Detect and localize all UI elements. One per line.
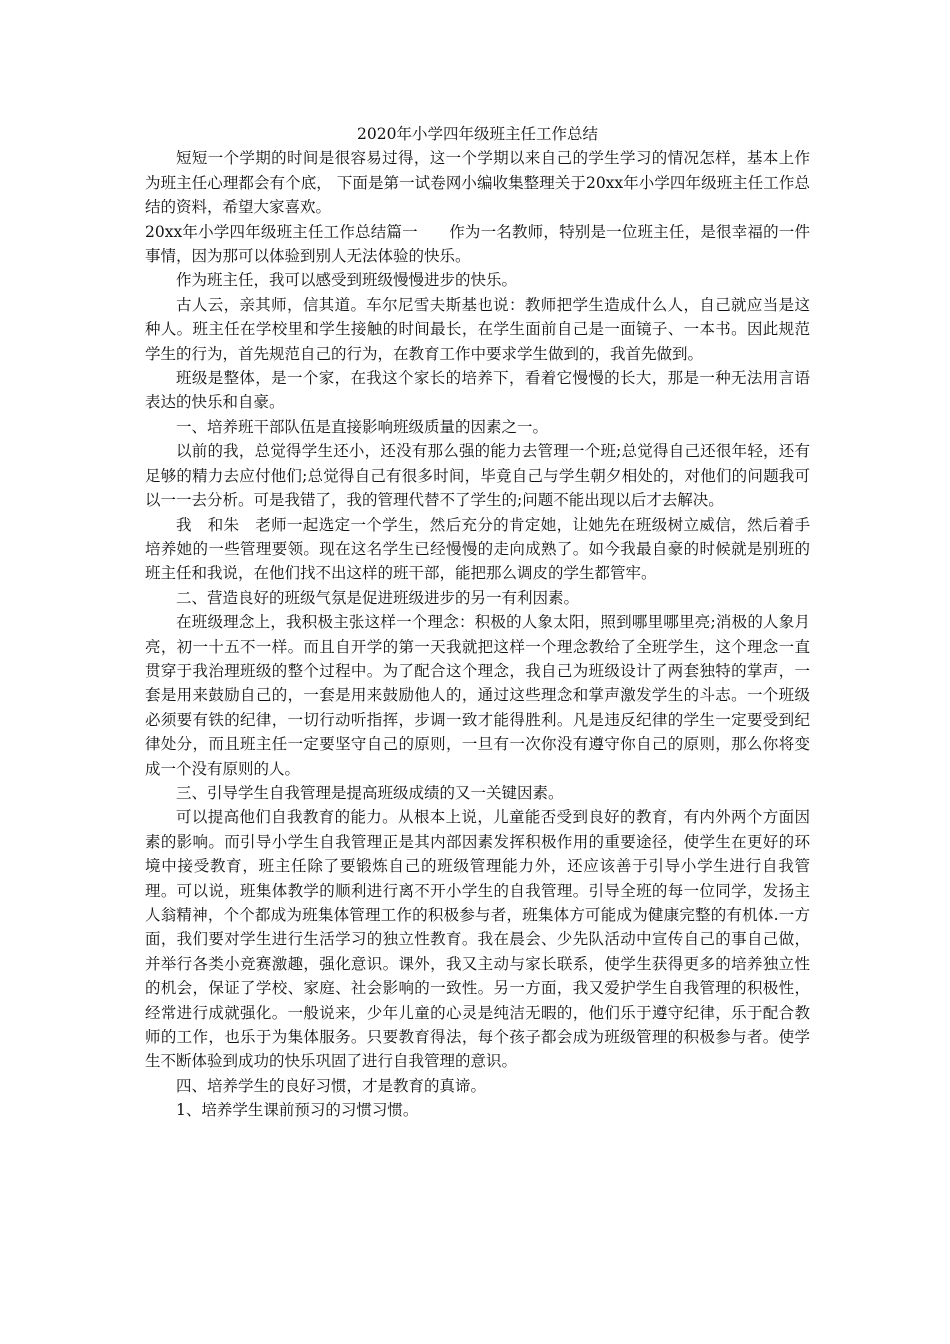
paragraph: 古人云，亲其师，信其道。车尔尼雪夫斯基也说：教师把学生造成什么人，自己就应当是这种人。班主任在学校里和学生接触的时间最长，在学生面前自己是一面镜子、一本书。因此规范学生的行为，首先规范自己的行为，在教育工作中要求学生做到的，我首先做到。 [145,295,810,363]
document-title: 2020年小学四年级班主任工作总结 [357,125,598,143]
section-heading: 二、营造良好的班级气氛是促进班级进步的另一有利因素。 [176,588,580,607]
paragraph: 以前的我，总觉得学生还小，还没有那么强的能力去管理一个班;总觉得自己还很年轻，还有足够的精力去应付他们;总觉得自己有很多时间，毕竟自己与学生朝夕相处的，对他们的问题我可以一一去分析。可是我错了，我的管理代替不了学生的;问题不能出现以后才去解决。 [145,442,810,510]
paragraph: 20xx年小学四年级班主任工作总结篇一 作为一名教师，特别是一位班主任，是很幸福的一件事情，因为那可以体验到别人无法体验的快乐。 [145,222,810,266]
paragraph: 班级是整体，是一个家，在我这个家长的培养下，看着它慢慢的长大，那是一种无法用言语表达的快乐和自豪。 [145,369,810,412]
paragraph: 作为班主任，我可以感受到班级慢慢进步的快乐。 [176,271,518,290]
paragraph: 我 和朱 老师一起选定一个学生，然后充分的肯定她，让她先在班级树立威信，然后着手培养她的一些管理要领。现在这名学生已经慢慢的走向成熟了。如今我最自豪的时候就是别班的班主任和我说，在他们找不出这样的班干部，能把那么调皮的学生都管牢。 [145,515,810,583]
document-page [145,122,810,1123]
section-heading: 四、培养学生的良好习惯，才是教育的真谛。 [176,1076,487,1095]
paragraph: 可以提高他们自我教育的能力。从根本上说，儿童能否受到良好的教育，有内外两个方面因素的影响。而引导小学生自我管理正是其内部因素发挥积极作用的重要途径，使学生在更好的环境中接受教育，班主任除了要锻炼自己的班级管理能力外，还应该善于引导小学生进行自我管理。可以说，班集体教学的顺利进行离不开小学生的自我管理。引导全班的每一位同学，发扬主人翁精神，个个都成为班集体管理工作的积极参与者，班集体方可能成为健康完整的有机体.一方面，我们要对学生进行生活学习的独立性教育。我在晨会、少先队活动中宣传自己的事自己做，并举行各类小竞赛激趣，强化意识。课外，我又主动与家长联系，使学生获得更多的培养独立性的机会，保证了学校、家庭、社会影响的一致性。另一方面，我又爱护学生自我管理的积极性，经常进行成就强化。一般说来，少年儿童的心灵是纯洁无暇的，他们乐于遵守纪律，乐于配合教师的工作，也乐于为集体服务。只要教育得法，每个孩子都会成为班级管理的积极参与者。使学生不断体验到成功的快乐巩固了进行自我管理的意识。 [145,808,810,1071]
section-heading: 三、引导学生自我管理是提高班级成绩的又一关键因素。 [176,783,564,802]
section-heading: 一、培养班干部队伍是直接影响班级质量的因素之一。 [176,417,549,436]
paragraph: 1、培养学生课前预习的习惯习惯。 [176,1101,419,1120]
paragraph: 在班级理念上，我积极主张这样一个理念：积极的人象太阳，照到哪里哪里亮;消极的人象月亮，初一十五不一样。而且自开学的第一天我就把这样一个理念教给了全班学生，这个理念一直贯穿于我治理班级的整个过程中。为了配合这个理念，我自己为班级设计了两套独特的掌声，一套是用来鼓励自己的，一套是用来鼓励他人的，通过这些理念和掌声激发学生的斗志。一个班级必须要有铁的纪律，一切行动听指挥，步调一致才能得胜利。凡是违反纪律的学生一定要受到纪律处分，而且班主任一定要坚守自己的原则，一旦有一次你没有遵守你自己的原则，那么你将变成一个没有原则的人。 [145,613,810,778]
paragraph: 短短一个学期的时间是很容易过得，这一个学期以来自己的学生学习的情况怎样，基本上作为班主任心理都会有个底， 下面是第一试卷网小编收集整理关于20xx年小学四年级班主任工作总结的资料，希望大家喜欢。 [145,149,810,217]
